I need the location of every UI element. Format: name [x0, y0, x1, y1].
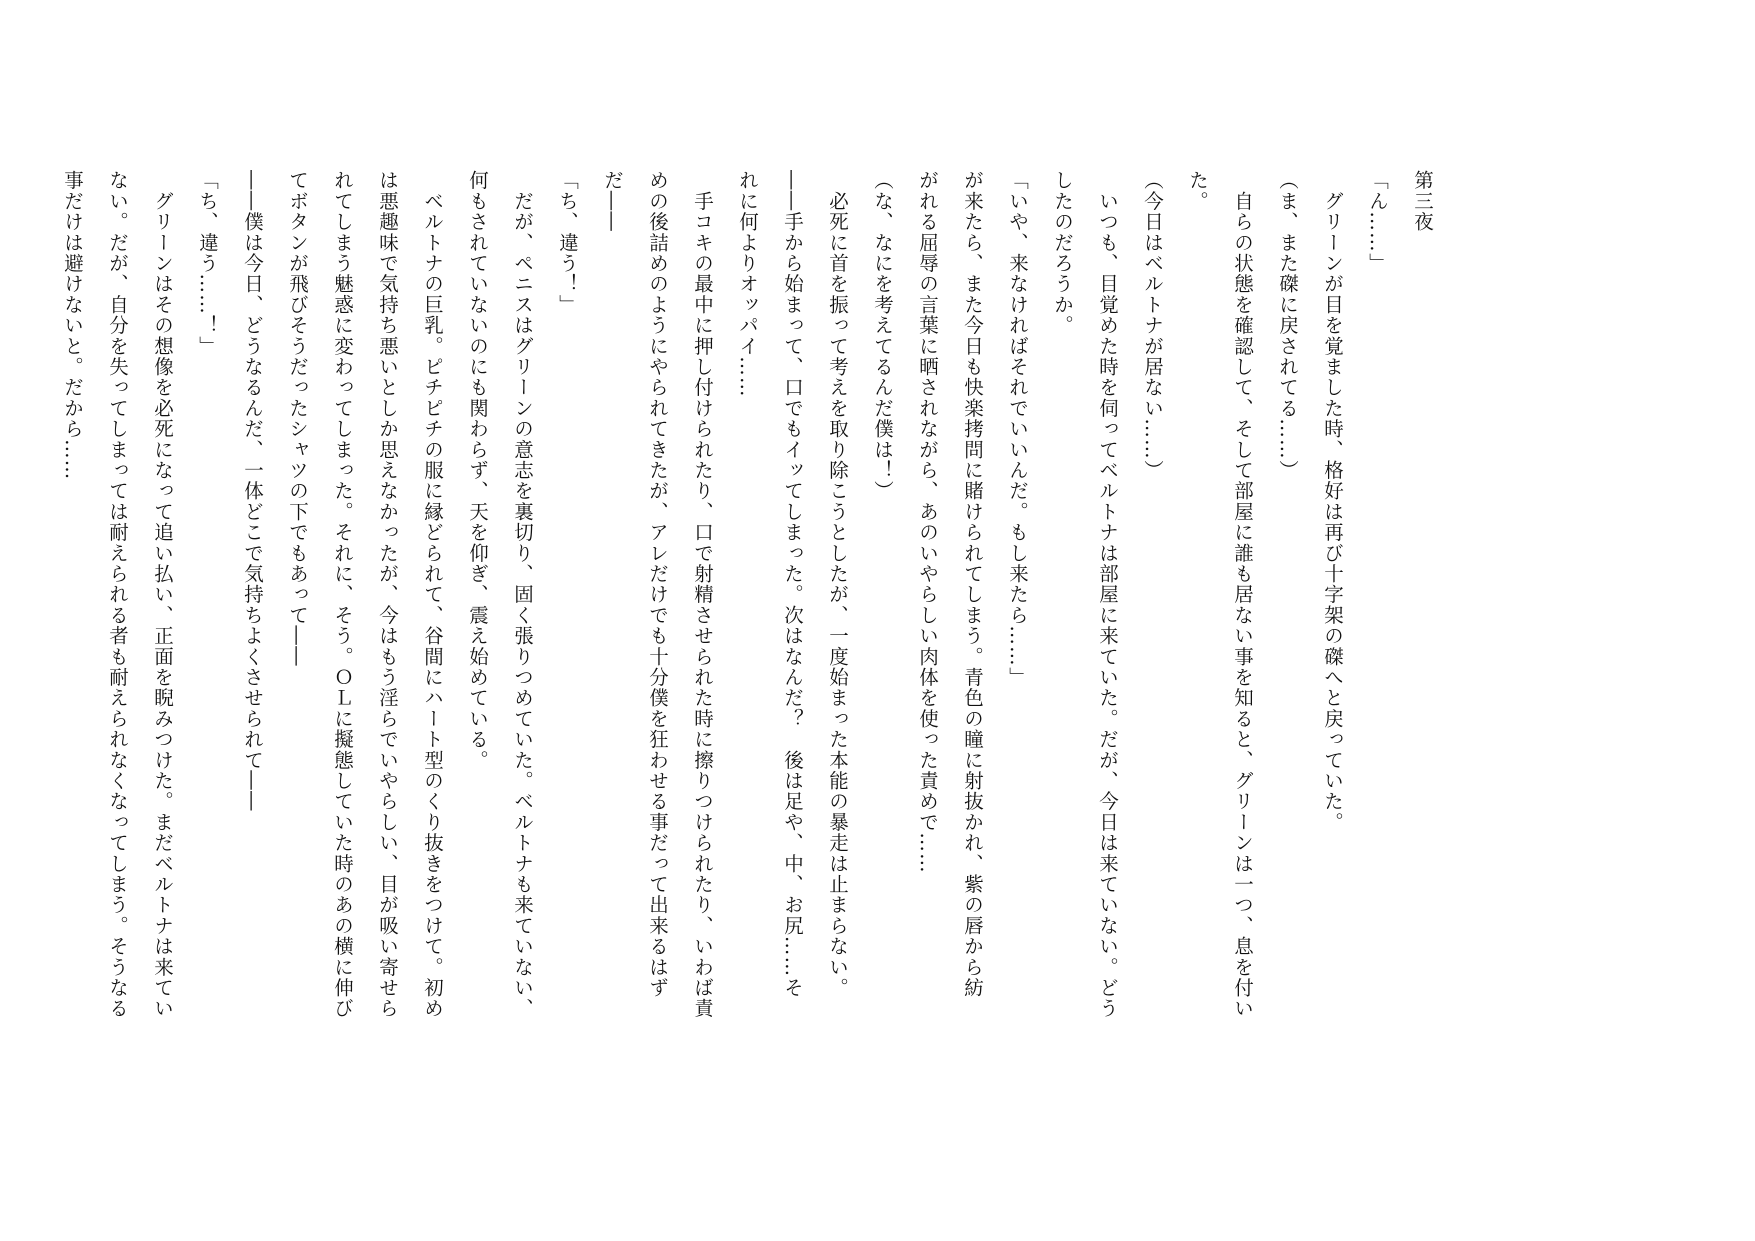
text-line: （今日はベルトナが居ない……）	[1141, 170, 1164, 481]
text-line: れに何よりオッパイ……	[736, 170, 759, 398]
text-line: だ――	[601, 170, 624, 233]
text-line: （な、なにを考えてるんだ僕は！）	[871, 170, 894, 502]
text-line: ない。だが、自分を失ってしまっては耐えられる者も耐えられなくなってしまう。そうなる	[106, 170, 129, 1019]
text-line: 必死に首を振って考えを取り除こうとしたが、一度始まった本能の暴走は止まらない。	[826, 170, 849, 998]
text-line: は悪趣味で気持ち悪いとしか思えなかったが、今はもう淫らでいやらしい、目が吸い寄せら	[376, 170, 399, 1019]
text-line: 「ち、違う！」	[556, 170, 579, 315]
text-line: 手コキの最中に押し付けられたり、口で射精させられた時に擦りつけられたり、いわば責	[691, 170, 714, 1019]
text-line: れてしまう魅惑に変わってしまった。それに、そう。ＯＬに擬態していた時のあの横に伸び	[331, 170, 354, 1019]
vertical-text-body	[61, 170, 1445, 1130]
text-line: めの後詰めのようにやられてきたが、アレだけでも十分僕を狂わせる事だって出来るはず	[646, 170, 669, 998]
text-line: グリーンが目を覚ました時、格好は再び十字架の磔へと戻っていた。	[1321, 170, 1344, 833]
text-line: ――手から始まって、口でもイッてしまった。次はなんだ？ 後は足や、中、お尻……そ	[781, 170, 804, 999]
text-line: 「いや、来なければそれでいいんだ。もし来たら……」	[1006, 170, 1029, 688]
text-line: 何もされていないのにも関わらず、天を仰ぎ、震え始めている。	[466, 170, 489, 771]
text-line: したのだろうか。	[1051, 170, 1074, 336]
text-line: だが、ペニスはグリーンの意志を裏切り、固く張りつめていた。ベルトナも来ていない、	[511, 170, 534, 1019]
text-line: てボタンが飛びそうだったシャツの下でもあって――	[286, 170, 309, 667]
text-line: グリーンはその想像を必死になって追い払い、正面を睨みつけた。まだベルトナは来てい	[151, 170, 174, 1019]
text-line: 自らの状態を確認して、そして部屋に誰も居ない事を知ると、グリーンは一つ、息を付い	[1231, 170, 1254, 1019]
text-line: がれる屈辱の言葉に晒されながら、あのいやらしい肉体を使った責めで……	[916, 170, 939, 874]
text-line: いつも、目覚めた時を伺ってベルトナは部屋に来ていた。だが、今日は来ていない。どう	[1096, 170, 1119, 1019]
chapter-title: 第三夜	[1411, 170, 1434, 233]
text-line: 事だけは避けないと。だから……	[61, 170, 84, 481]
text-line: ――僕は今日、どうなるんだ、一体どこで気持ちよくさせられて――	[241, 170, 264, 812]
text-line: が来たら、また今日も快楽拷問に賭けられてしまう。青色の瞳に射抜かれ、紫の唇から紡	[961, 170, 984, 998]
text-line: ベルトナの巨乳。ピチピチの服に縁どられて、谷間にハート型のくり抜きをつけて。初め	[421, 170, 444, 1019]
text-line: た。	[1186, 170, 1209, 212]
text-line: 「ん……」	[1366, 170, 1389, 274]
text-line: 「ち、違う……！」	[196, 170, 219, 357]
text-line: （ま、また磔に戻されてる……）	[1276, 170, 1299, 481]
